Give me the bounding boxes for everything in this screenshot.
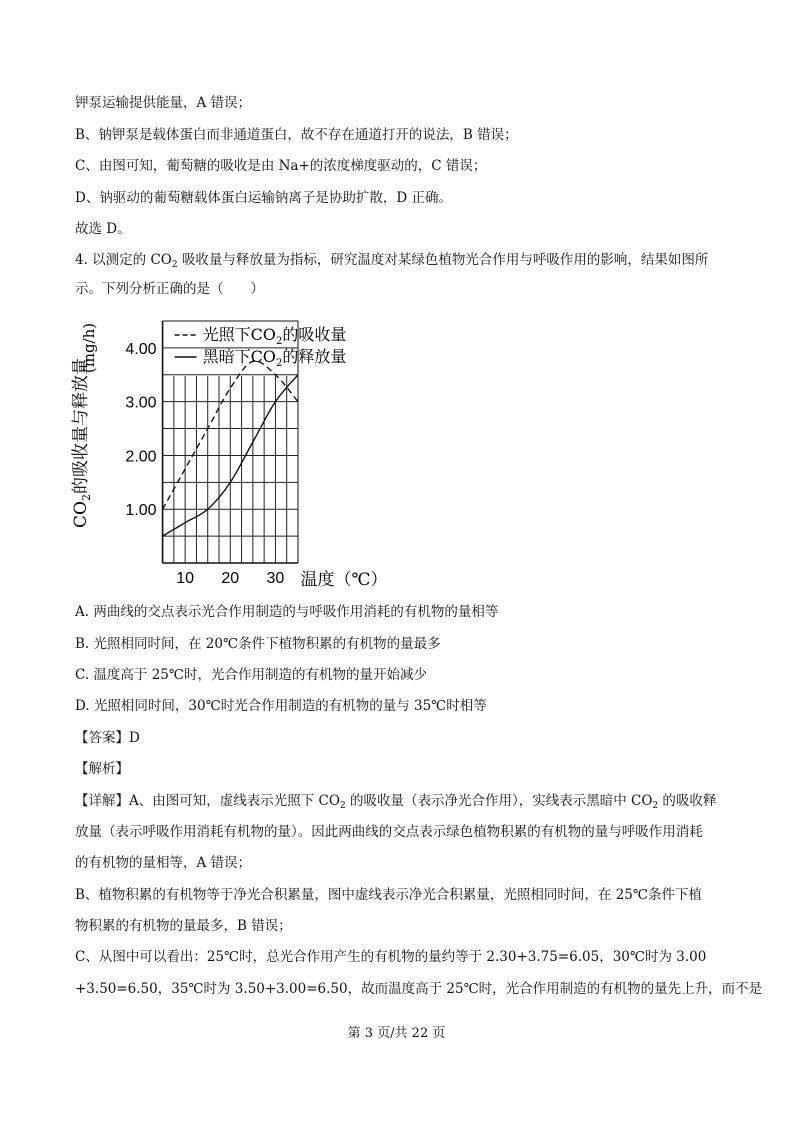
detail-line-3: 的有机物的量相等，A 错误； bbox=[75, 855, 252, 871]
y-tick-label: 3.00 bbox=[125, 394, 157, 412]
detail-line-6: C、从图中可以看出：25℃时，总光合作用产生的有机物的量约等于 2.30+3.75=6.05，30℃时为 3.00 bbox=[75, 949, 707, 965]
option-d: D. 光照相同时间，30℃时光合作用制造的有机物的量与 35℃时相等 bbox=[75, 698, 487, 714]
text-line-3: C、由图可知，葡萄糖的吸收是由 Na+的浓度梯度驱动的，C 错误； bbox=[75, 158, 487, 174]
x-axis-label: 温度（℃） bbox=[300, 570, 388, 590]
option-b: B. 光照相同时间，在 20℃条件下植物积累的有机物的量最多 bbox=[75, 636, 441, 652]
detail-line-1: 【详解】A、由图可知，虚线表示光照下 $CO_2$ 的吸收量（表示净光合作用），实线表示黑暗中 $CO_2$ 的吸收释 bbox=[75, 793, 717, 811]
detail-line-2: 放量（表示呼吸作用消耗有机物的量）。因此两曲线的交点表示绿色植物积累的有机物的量与呼吸作用消耗 bbox=[75, 824, 703, 840]
chart-grid bbox=[163, 348, 298, 563]
text-line-5: 故选 D。 bbox=[75, 221, 131, 237]
analysis-heading: 【解析】 bbox=[75, 761, 129, 777]
x-tick-label: 10 bbox=[176, 570, 195, 587]
x-tick-label: 20 bbox=[221, 570, 240, 587]
page-footer: 第 3 页/共 22 页 bbox=[347, 1026, 446, 1041]
option-c: C. 温度高于 25℃时，光合作用制造的有机物的量开始减少 bbox=[75, 667, 428, 683]
y-tick-label: 2.00 bbox=[125, 448, 157, 466]
y-axis-unit: (mg/h) bbox=[80, 322, 98, 374]
question-line-2: 示。下列分析正确的是（ ） bbox=[75, 281, 264, 297]
text-line-4: D、钠驱动的葡萄糖载体蛋白运输钠离子是协助扩散，D 正确。 bbox=[75, 190, 452, 206]
text-line-1: 钾泵运输提供能量，A 错误； bbox=[75, 95, 252, 111]
x-tick-label: 30 bbox=[266, 570, 285, 587]
y-tick-label: 1.00 bbox=[125, 502, 157, 520]
text-line-2: B、钠钾泵是载体蛋白而非通道蛋白，故不存在通道打开的说法，B 错误； bbox=[75, 127, 518, 143]
y-tick-label: 4.00 bbox=[125, 340, 157, 358]
chart-labels bbox=[71, 323, 388, 590]
detail-line-4: B、植物积累的有机物等于净光合积累量，图中虚线表示净光合积累量，光照相同时间，在 25℃条件下植 bbox=[75, 887, 702, 903]
answer-line: 【答案】D bbox=[75, 730, 140, 746]
legend-label: 黑暗下$CO_2$的释放量 bbox=[202, 347, 347, 369]
co2-temperature-chart bbox=[68, 308, 408, 592]
y-axis-label: $CO_2$的吸收量与释放量 bbox=[71, 358, 93, 528]
detail-line-5: 物积累的有机物的量最多，B 错误； bbox=[75, 918, 292, 934]
option-a: A. 两曲线的交点表示光合作用制造的与呼吸作用消耗的有机物的量相等 bbox=[75, 604, 499, 620]
legend-label: 光照下$CO_2$的吸收量 bbox=[202, 325, 347, 347]
detail-line-7: +3.50=6.50，35℃时为 3.50+3.00=6.50，故而温度高于 25℃时，光合作用制造的有机物的量先上升，而不是 bbox=[75, 981, 763, 997]
question-line-1: 4. 以测定的 $CO_2$ 吸收量与释放量为指标，研究温度对某绿色植物光合作用与呼吸作用的影响，结果如图所 bbox=[75, 252, 709, 270]
